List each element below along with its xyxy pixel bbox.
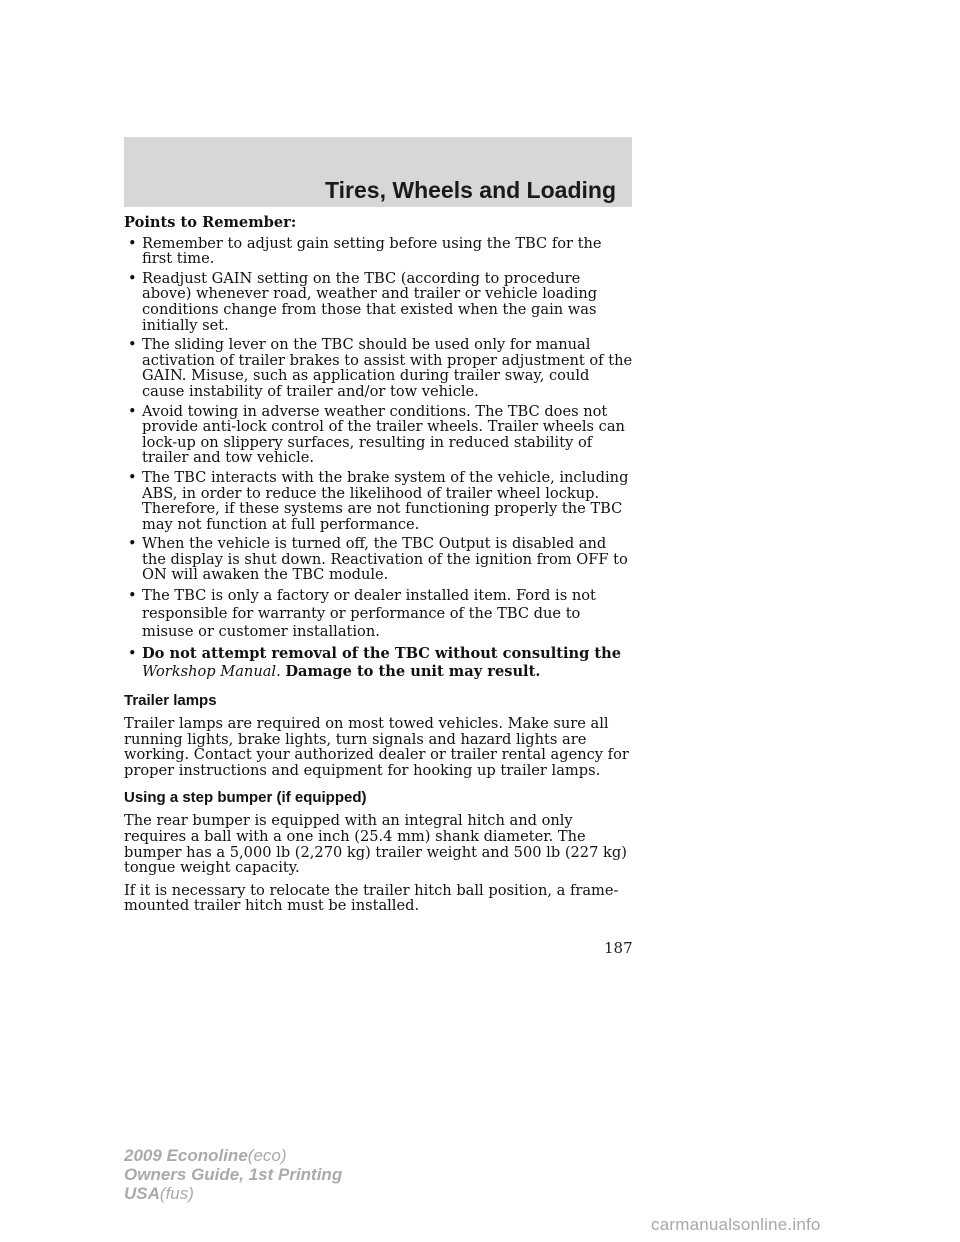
step-bumper-body-2: If it is necessary to relocate the trailer hitch ball position, a frame-mounted trailer hitch must be installed.: [124, 881, 619, 915]
footer-market: USA: [124, 1184, 160, 1203]
warning-list-item: [124, 645, 634, 681]
page-content: [124, 215, 634, 921]
list-item: • The TBC is only a factory or dealer installed item. Ford is not responsible for warranty or performance of the TBC due to misuse or customer installation.: [124, 587, 634, 641]
list-item: • When the vehicle is turned off, the TBC Output is disabled and the display is shut down. Reactivation of the ignition from OFF to ON will awaken the TBC module.: [124, 536, 634, 583]
list-item: • Remember to adjust gain setting before using the TBC for the first time.: [124, 236, 634, 267]
footer-line-market: [124, 1184, 342, 1203]
page-number: 187: [604, 939, 633, 957]
trailer-lamps-body: Trailer lamps are required on most towed vehicles. Make sure all running lights, brake lights, turn signals and hazard lights are working. Contact your authorized dealer or trailer rental agency for proper instructions and equipment for hooking up trailer lamps.: [124, 715, 629, 779]
points-heading: Points to Remember:: [124, 214, 297, 231]
step-bumper-heading: Using a step bumper (if equipped): [124, 789, 367, 807]
list-item: • Readjust GAIN setting on the TBC (according to procedure above) whenever road, weather and trailer or vehicle loading conditions change from those that existed when the gain was initially set.: [124, 271, 634, 333]
list-item: • The TBC interacts with the brake system of the vehicle, including ABS, in order to reduce the likelihood of trailer wheel lockup. Therefore, if these systems are not functioning properly the TBC may not function at full performance.: [124, 470, 634, 532]
section-header-band: [124, 137, 632, 207]
step-bumper-body: The rear bumper is equipped with an integral hitch and only requires a ball with a one inch (25.4 mm) shank diameter. The bumper has a 5,000 lb (2,270 kg) trailer weight and 500 lb (227 kg) tongue weight capacity.: [124, 812, 627, 877]
footer-edition: Owners Guide, 1st Printing: [124, 1165, 343, 1184]
footer-print-info: [124, 1146, 342, 1203]
workshop-manual-ref: Workshop Manual.: [142, 663, 281, 681]
warning-text-end: Damage to the unit may result.: [285, 663, 541, 681]
trailer-lamps-heading: Trailer lamps: [124, 692, 217, 710]
footer-line-model: [124, 1146, 342, 1165]
points-list: [124, 236, 634, 681]
section-title: Tires, Wheels and Loading: [325, 177, 616, 203]
footer-model: 2009 Econoline: [124, 1146, 248, 1165]
list-item: • The sliding lever on the TBC should be used only for manual activation of trailer brakes to assist with proper adjustment of the GAIN. Misuse, such as application during trailer sway, could cause instability of trailer and/or tow vehicle.: [124, 337, 634, 399]
warning-text: Do not attempt removal of the TBC without consulting the: [142, 645, 622, 663]
footer-market-code: (fus): [159, 1184, 194, 1203]
footer-model-code: (eco): [247, 1146, 287, 1165]
list-item: • Avoid towing in adverse weather conditions. The TBC does not provide anti-lock control of the trailer wheels. Trailer wheels can lock-up on slippery surfaces, resulting in reduced stability of trailer and tow vehicle.: [124, 404, 634, 466]
watermark: carmanualsonline.info: [651, 1215, 821, 1234]
